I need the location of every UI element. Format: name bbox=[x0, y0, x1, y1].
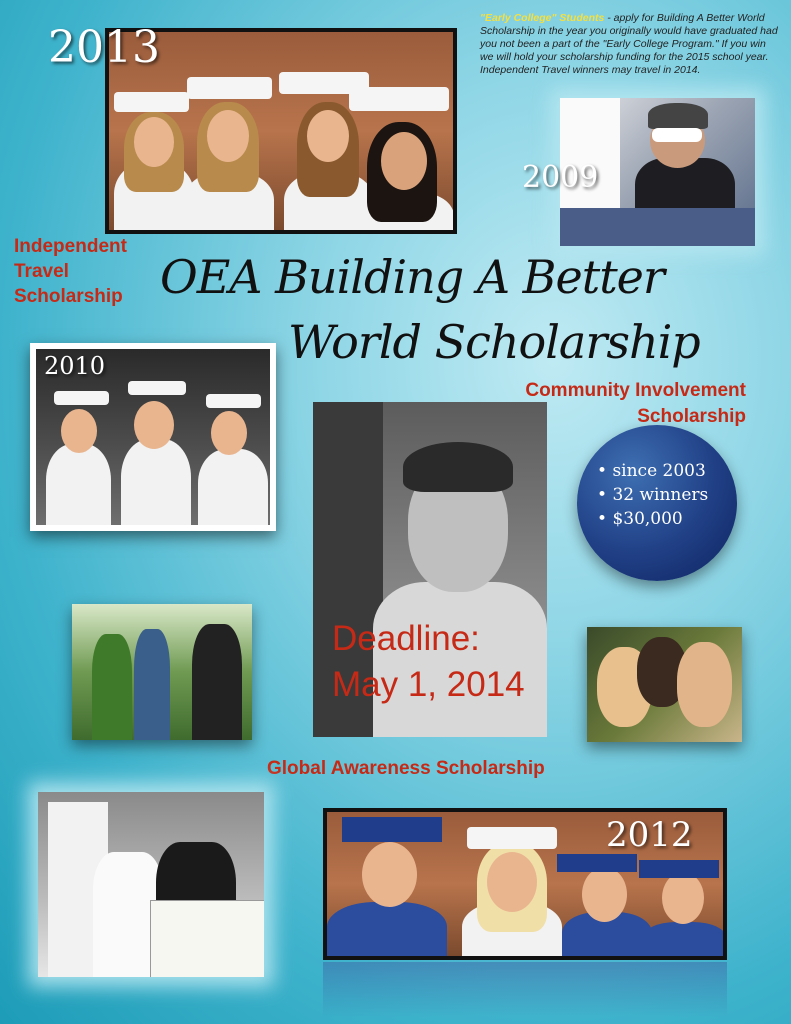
year-2013-label: 2013 bbox=[48, 22, 160, 73]
stats-circle bbox=[577, 425, 737, 581]
year-2009-label: 2009 bbox=[522, 160, 599, 195]
global-awareness-title: Global Awareness Scholarship bbox=[267, 758, 545, 779]
early-college-body: - apply for Building A Better World Scholarship in the year you originally would have graduated had you not been a part of the "Early College Program." If you win we will hold your scholarship funding for the 2015 school year. Independent Travel winners may travel in 2014. bbox=[480, 12, 778, 76]
early-college-highlight: "Early College" Students bbox=[480, 12, 605, 24]
headline-line-2: World Scholarship bbox=[288, 315, 700, 369]
early-college-note bbox=[480, 12, 780, 77]
community-line-1: Community Involvement bbox=[525, 380, 746, 401]
photo-2012-reflection bbox=[323, 962, 727, 1017]
year-2012-label: 2012 bbox=[606, 815, 693, 855]
stats-list bbox=[597, 459, 708, 531]
independent-line-2: Travel bbox=[14, 261, 69, 282]
photo-friends bbox=[587, 627, 742, 742]
independent-line-3: Scholarship bbox=[14, 286, 123, 307]
deadline-date: May 1, 2014 bbox=[332, 665, 525, 704]
headline-line-1: OEA Building A Better bbox=[160, 250, 664, 304]
year-2010-label: 2010 bbox=[44, 352, 106, 380]
stat-since: • since 2003 bbox=[597, 459, 708, 483]
independent-line-1: Independent bbox=[14, 236, 127, 257]
photo-outdoor-group bbox=[72, 604, 252, 740]
independent-travel-title bbox=[14, 234, 127, 309]
stat-winners: • 32 winners bbox=[597, 483, 708, 507]
deadline-label: Deadline: bbox=[332, 619, 480, 658]
deadline-text bbox=[332, 616, 525, 708]
community-line-2: Scholarship bbox=[637, 406, 746, 427]
photo-help-heal-haiti bbox=[38, 792, 264, 977]
stat-amount: • $30,000 bbox=[597, 507, 708, 531]
